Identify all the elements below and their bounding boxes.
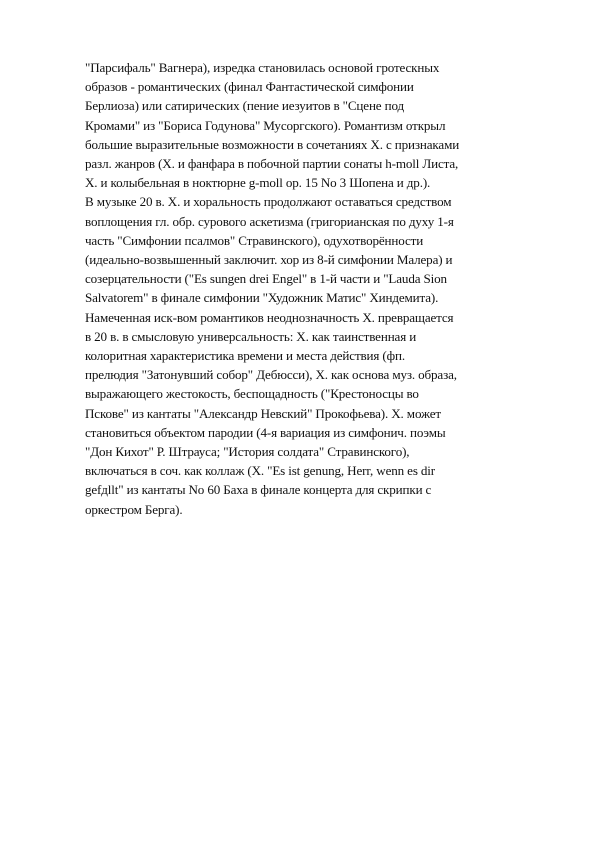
text-line: Кромами" из "Бориса Годунова" Мусоргского). Романтизм открыл: [85, 117, 446, 133]
text-line: В музыке 20 в. Х. и хоральность продолжают оставаться средством: [85, 194, 452, 210]
text-line: оркестром Берга).: [85, 501, 183, 517]
text-line: разл. жанров (Х. и фанфара в побочной партии сонаты h-moll Листа,: [85, 156, 459, 172]
text-line: Намеченная иск-вом романтиков неоднозначность Х. превращается: [85, 309, 454, 325]
text-line: выражающего жестокость, беспощадность ("Крестоносцы во: [85, 386, 419, 402]
text-line: (идеально-возвышенный заключит. хор из 8-й симфонии Малера) и: [85, 252, 453, 268]
text-line: колоритная характеристика времени и места действия (фп.: [85, 348, 405, 364]
text-line: часть "Симфонии псалмов" Стравинского), одухотворённости: [85, 232, 424, 248]
text-line: образов - романтических (финал Фантастической симфонии: [85, 79, 414, 95]
text-line: "Парсифаль" Вагнера), изредка становилась основой гротескных: [85, 60, 440, 75]
text-line: gefдllt" из кантаты No 60 Баха в финале концерта для скрипки с: [85, 482, 432, 498]
text-line: большие выразительные возможности в сочетаниях Х. с признаками: [85, 136, 460, 152]
body-text: [85, 58, 545, 519]
text-line: Пскове" из кантаты "Александр Невский" Прокофьева). Х. может: [85, 405, 441, 421]
text-line: включаться в соч. как коллаж (Х. "Es ist genung, Herr, wenn es dir: [85, 463, 435, 479]
text-line: "Дон Кихот" Р. Штрауса; "История солдата" Стравинского),: [85, 444, 410, 460]
text-line: прелюдия "Затонувший собор" Дебюсси), Х. как основа муз. образа,: [85, 367, 457, 383]
text-line: созерцательности ("Es sungen drei Engel" в 1-й части и "Lauda Sion: [85, 271, 447, 287]
text-line: воплощения гл. обр. сурового аскетизма (григорианская по духу 1-я: [85, 213, 454, 229]
text-line: Берлиоза) или сатирических (пение иезуитов в "Сцене под: [85, 98, 404, 114]
text-line: в 20 в. в смысловую универсальность: Х. как таинственная и: [85, 328, 417, 344]
text-line: Х. и колыбельная в ноктюрне g-moll ор. 15 No 3 Шопена и др.).: [85, 175, 431, 191]
text-line: Salvatorem" в финале симфонии "Художник Матис" Хиндемита).: [85, 290, 439, 306]
text-line: становиться объектом пародии (4-я вариация из симфонич. поэмы: [85, 424, 446, 440]
